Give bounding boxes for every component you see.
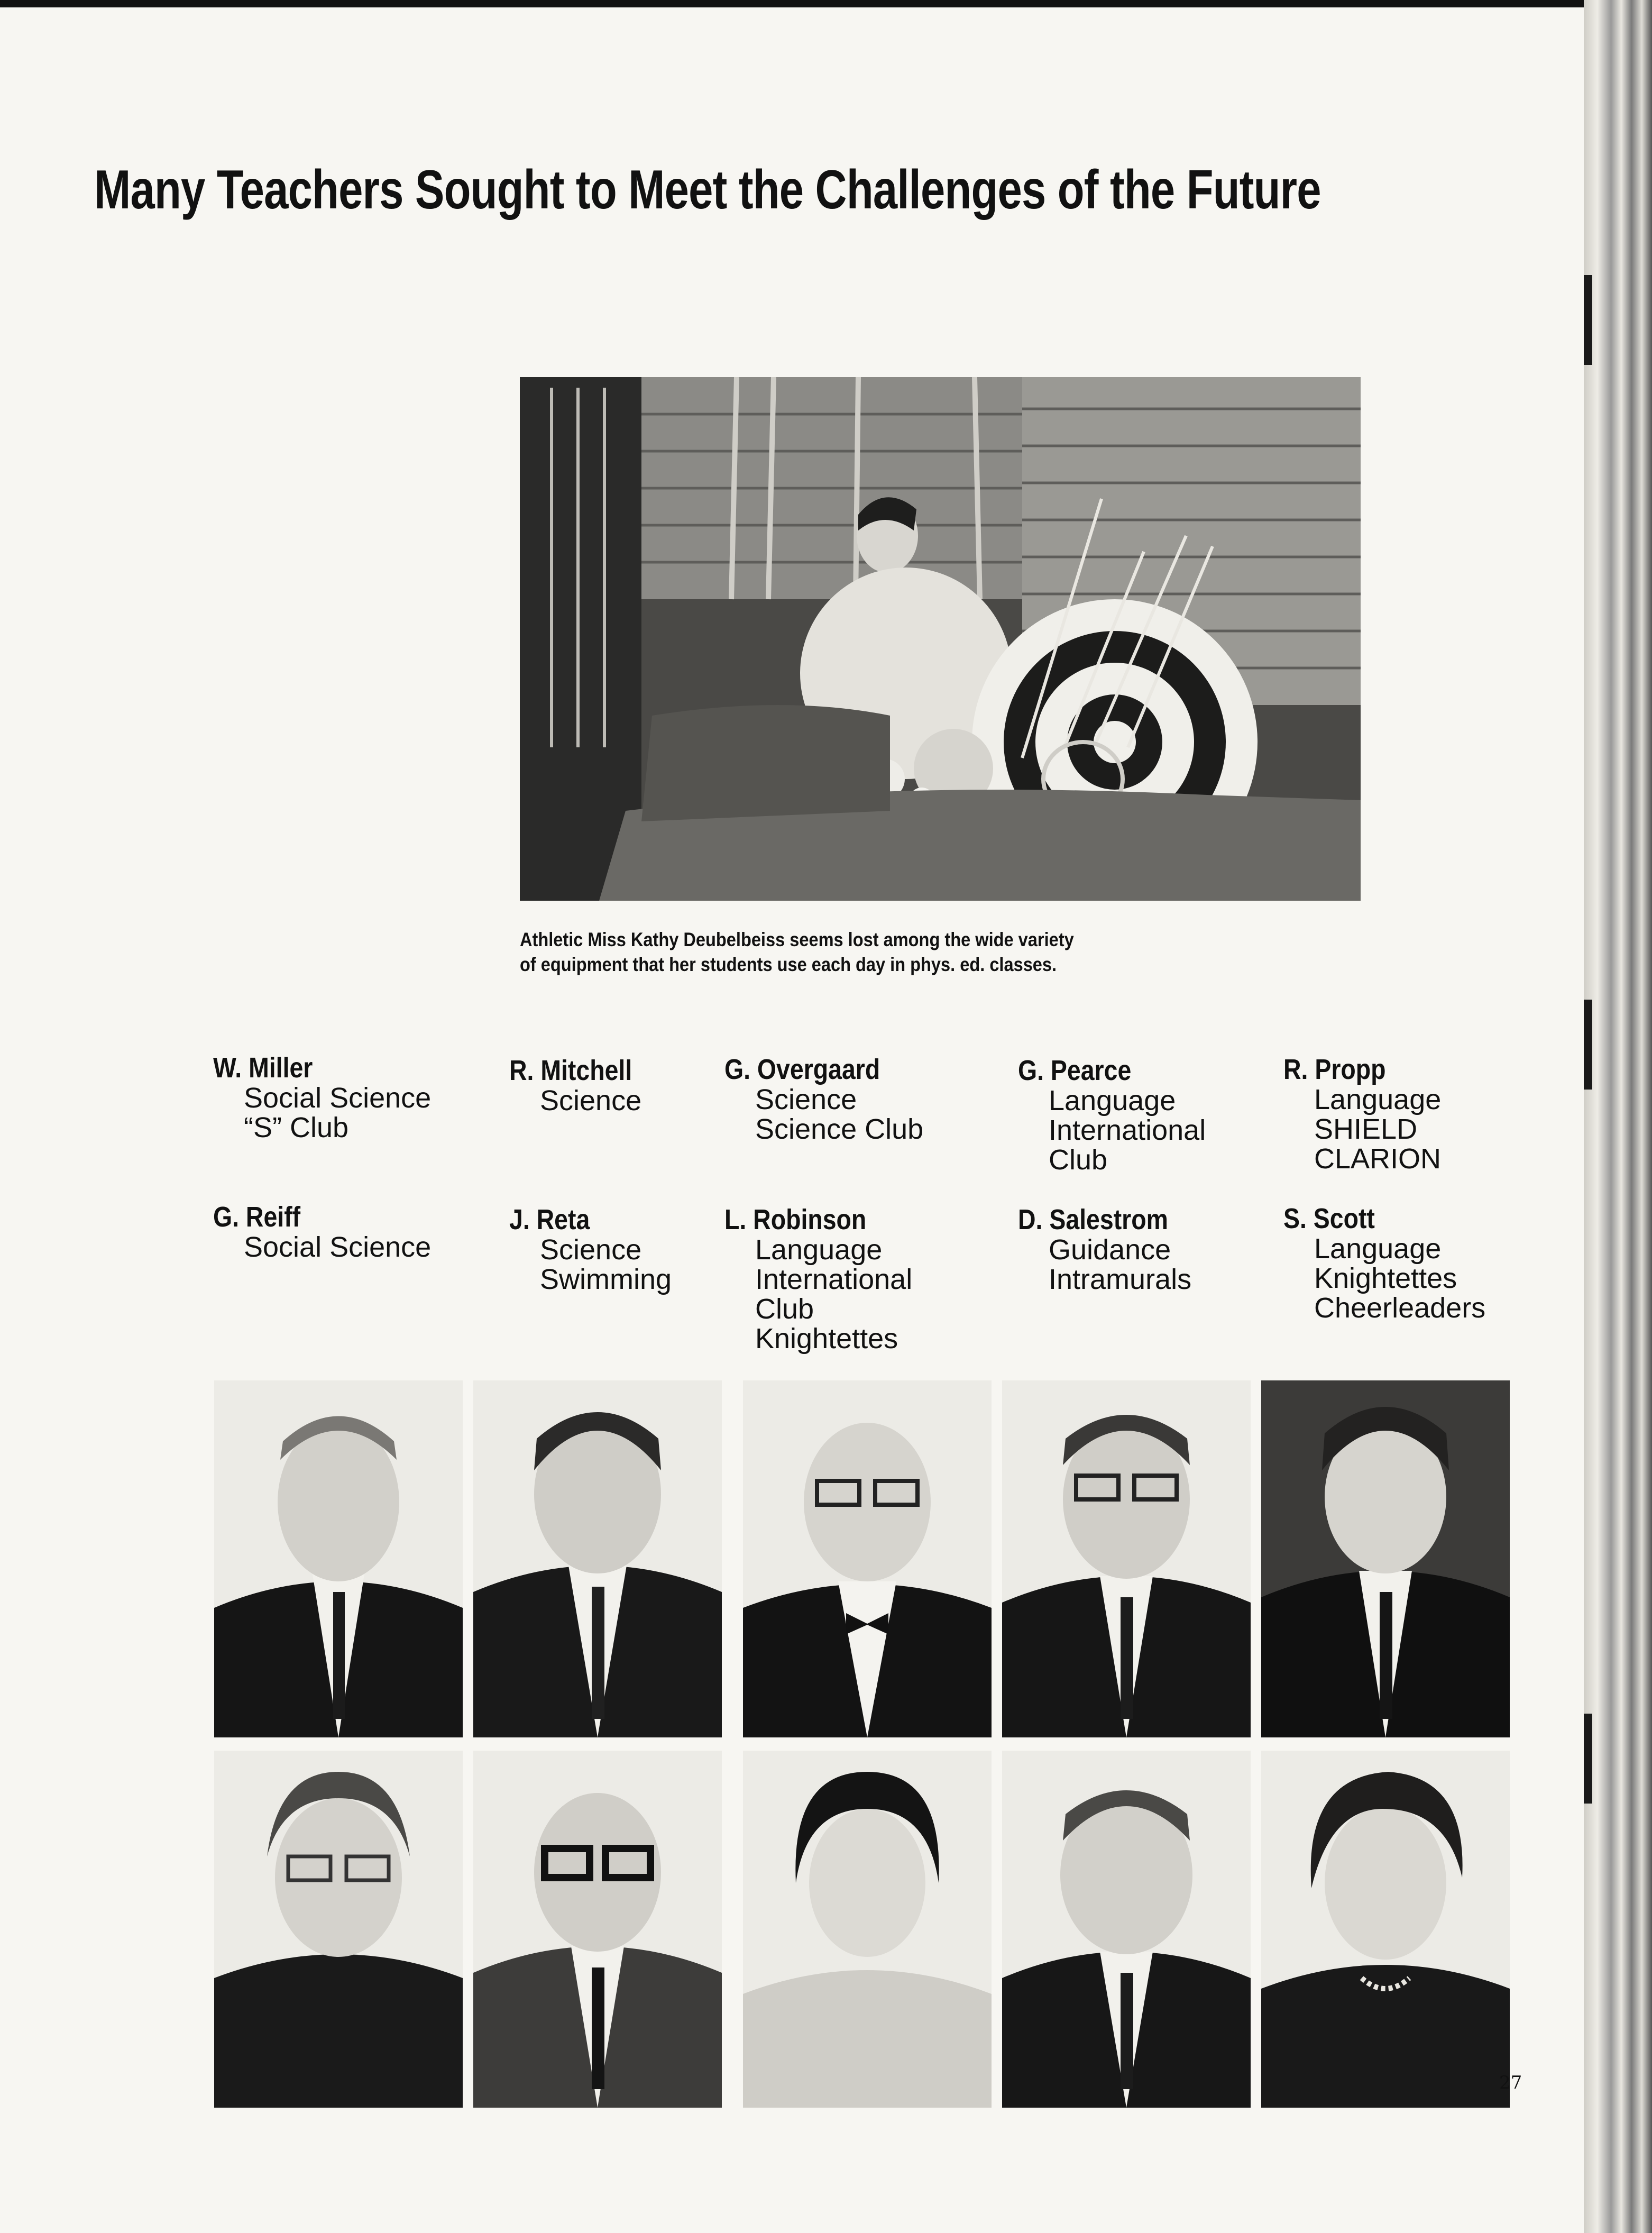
staff-role: Science [540, 1234, 642, 1266]
binding-tab [1584, 1714, 1592, 1804]
photo-caption [520, 927, 1264, 977]
staff-role: Knightettes [1314, 1262, 1457, 1294]
staff-role: Science [540, 1085, 642, 1116]
staff-column [509, 1055, 672, 1295]
staff-entry-g-pearce [1018, 1055, 1206, 1175]
caption-line: Athletic Miss Kathy Deubelbeiss seems lost among the wide variety [520, 929, 1074, 950]
staff-name: J. Reta [509, 1204, 590, 1236]
staff-entry-l-robinson [724, 1204, 912, 1353]
staff-role: CLARION [1314, 1143, 1442, 1175]
staff-role: “S” Club [244, 1112, 349, 1143]
page-top-edge [0, 0, 1652, 7]
staff-column [213, 1052, 432, 1263]
staff-name: G. Overgaard [724, 1054, 880, 1085]
staff-entry-r-propp [1283, 1054, 1441, 1174]
portrait-d-salestrom [1002, 1751, 1251, 2108]
portrait-r-propp [1261, 1380, 1510, 1737]
portrait-grid [214, 1380, 1520, 2110]
staff-entry-w-miller [213, 1053, 431, 1142]
portrait-g-reiff [214, 1751, 463, 2108]
staff-role: Language [1314, 1084, 1442, 1115]
staff-column [1018, 1055, 1206, 1295]
staff-role: Knightettes [755, 1323, 898, 1355]
staff-role: Club [755, 1293, 814, 1325]
staff-column [1283, 1054, 1486, 1324]
portrait-l-robinson [743, 1751, 992, 2108]
staff-entry-d-salestrom [1018, 1204, 1192, 1294]
staff-name: R. Propp [1283, 1054, 1386, 1085]
staff-role: Language [755, 1234, 883, 1266]
page-title: Many Teachers Sought to Meet the Challenges of the Future [94, 159, 1321, 221]
portrait-w-miller [214, 1380, 463, 1737]
staff-role: Cheerleaders [1314, 1292, 1486, 1324]
staff-entry-j-reta [509, 1204, 672, 1294]
portrait-g-overgaard [743, 1380, 992, 1737]
caption-line: of equipment that her students use each day in phys. ed. classes. [520, 954, 1057, 975]
staff-name: L. Robinson [724, 1204, 867, 1236]
staff-entry-g-reiff [213, 1202, 431, 1262]
staff-name: G. Pearce [1018, 1055, 1132, 1086]
staff-name: D. Salestrom [1018, 1204, 1168, 1236]
binding-tab [1584, 1000, 1592, 1090]
staff-entry-g-overgaard [724, 1054, 923, 1144]
page-number: 27 [1499, 2072, 1522, 2093]
staff-role: Intramurals [1049, 1264, 1192, 1295]
staff-entry-r-mitchell [509, 1055, 652, 1115]
staff-role: Swimming [540, 1264, 672, 1295]
portrait-g-pearce [1002, 1380, 1251, 1737]
staff-name: R. Mitchell [509, 1055, 632, 1086]
staff-role: Club [1049, 1144, 1108, 1176]
staff-role: Language [1314, 1233, 1442, 1265]
staff-name: W. Miller [213, 1052, 313, 1084]
staff-role: International [1049, 1114, 1206, 1146]
portrait-r-mitchell [473, 1380, 722, 1737]
staff-role: Science [755, 1084, 857, 1115]
portrait-s-scott [1261, 1751, 1510, 2108]
feature-photo-gym-equipment [520, 377, 1361, 901]
staff-role: Social Science [244, 1231, 432, 1263]
portrait-j-reta [473, 1751, 722, 2108]
book-binding [1584, 0, 1652, 2233]
staff-name: G. Reiff [213, 1201, 301, 1233]
staff-column [724, 1054, 924, 1355]
staff-role: International [755, 1264, 913, 1295]
staff-role: Social Science [244, 1082, 432, 1114]
staff-role: SHIELD [1314, 1113, 1418, 1145]
staff-role: Guidance [1049, 1234, 1171, 1266]
staff-entry-s-scott [1283, 1203, 1485, 1323]
binding-tab [1584, 275, 1592, 365]
staff-role: Science Club [755, 1113, 924, 1145]
staff-role: Language [1049, 1085, 1176, 1116]
staff-name: S. Scott [1283, 1203, 1375, 1234]
